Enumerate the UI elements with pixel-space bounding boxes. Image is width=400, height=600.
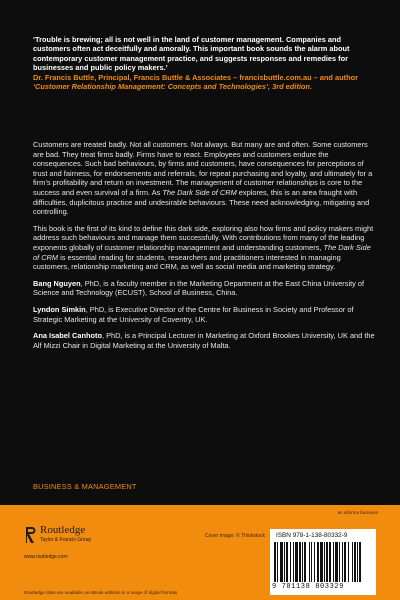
isbn-number: ISBN 978-1-138-80332-9	[276, 532, 348, 539]
p2-book-title: The Dark Side of CRM	[33, 242, 371, 262]
subject-category: BUSINESS & MANAGEMENT	[33, 482, 137, 491]
author-bio	[33, 279, 378, 298]
cover-credit: Cover image: © Thinkstock	[205, 533, 266, 539]
author-bio	[33, 331, 378, 350]
author-name: Bang Nguyen	[33, 278, 81, 288]
p2-text-b: is essential reading for students, researchers and practitioners interested in managing customers, relationship marketing and CRM, as well as social media and marketing strategy.	[33, 252, 341, 272]
attribution-lead: Dr. Francis Buttle, Principal, Francis Buttle & Associates – francisbuttle.com.au – and author	[33, 72, 358, 82]
publisher-name: Routledge	[40, 524, 86, 536]
author-bio	[33, 305, 378, 324]
routledge-r-logo-icon	[24, 526, 36, 544]
attribution-book: ‘Customer Relationship Management: Concepts and Technologies’, 3rd edition.	[33, 82, 312, 92]
publisher-group: Taylor & Francis Group	[40, 537, 92, 543]
author-name: Lyndon Simkin	[33, 304, 86, 314]
informa-tagline: an informa business	[337, 510, 378, 515]
publisher-url: www.routledge.com	[24, 554, 68, 560]
book-description	[33, 140, 378, 357]
p1-text-a: Customers are treated badly. Not all customers. Not always. But many are and often. Some customers are bad. They treat firms badly. Firms have to react. Employees and customers endure the consequences. Such bad behaviours, by firms and customers, have consequences for perceptions of trust and fairness, for endorsements and referrals, for repeat purchasing and loyalty, and ultimately for a firm’s profitability and return on investment. The management of customer relationships is core to the success and even survival of a firm. As	[33, 140, 373, 197]
author-bio-text: , PhD, is a faculty member in the Marketing Department at the East China University of Science and Technology (ECUST), School of Business, China.	[33, 278, 365, 298]
quote-text: ‘Trouble is brewing; all is not well in the land of customer management. Companies and customers often act deceitfully and amorally. This important book sounds the alarm about contemporary customer management practice, and suggests responses and remedies for businesses and public policy makers.’	[33, 35, 350, 73]
quote-attribution	[33, 73, 378, 92]
endorsement-quote	[33, 35, 378, 91]
publisher-footer	[0, 505, 400, 600]
barcode-digits: 9 781138 803329	[272, 583, 345, 591]
description-paragraph-1	[33, 140, 378, 217]
author-bio-text: , PhD, is a Principal Lecturer in Marketing at Oxford Brookes University, UK and the Alf Mizzi Chair in Digital Marketing at the University of Malta.	[33, 331, 375, 350]
barcode-panel	[270, 529, 376, 595]
author-name: Ana Isabel Canhoto	[33, 331, 102, 341]
p1-text-b: explores, this is an area fraught with difficulties, duplicitous practice and undesirable behaviours. These need acknowledging, mitigating and controlling.	[33, 187, 370, 217]
ebook-note: Routledge titles are available as eBook editions in a range of digital formats	[24, 590, 178, 595]
ean-13-barcode-icon	[274, 542, 372, 582]
p2-text-a: This book is the first of its kind to define this dark side, exploring also how firms and policy makers might address such behaviours and manage them successfully. With contributions from many of the leading exponents globally of customer relationship management and understanding customers,	[33, 223, 374, 252]
author-bio-text: , PhD, is Executive Director of the Centre for Business in Society and Professor of Strategic Marketing at the University of Coventry, UK.	[33, 304, 354, 324]
description-paragraph-2	[33, 224, 378, 272]
p1-book-title: The Dark Side of CRM	[162, 187, 237, 197]
